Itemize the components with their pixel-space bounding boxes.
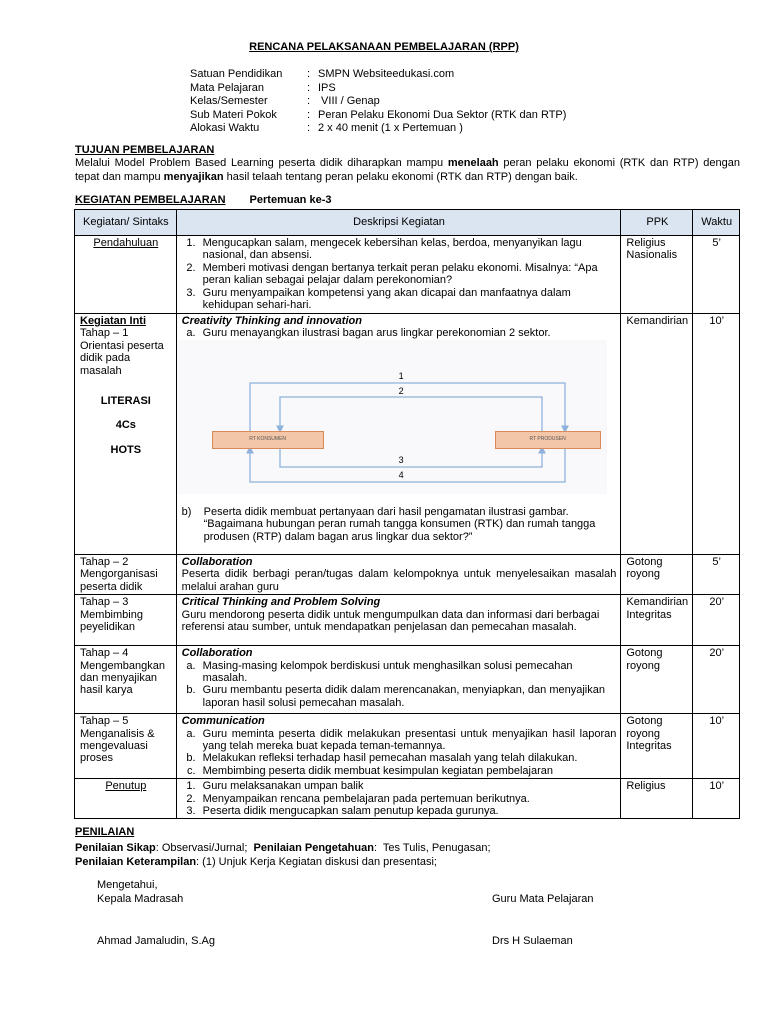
row-pendahuluan: [75, 236, 740, 314]
flow-arrow-2: [280, 397, 542, 432]
flow-arrow-4: [250, 447, 565, 482]
activity-text: Guru mendorong peserta didik untuk mengumpulkan data dan informasi dari berbagai referensi atau sumber, untuk mendapatkan penjelasan dan pemecahan masalah.: [181, 608, 600, 634]
penilaian-value: : Observasi/Jurnal;: [155, 842, 254, 854]
flow-number-2: 2: [398, 385, 404, 396]
cell-tahap-4-ppk: Gotong royong: [621, 646, 693, 714]
info-value: SMPN Websiteedukasi.com: [318, 68, 455, 80]
tag-hots: HOTS: [110, 443, 142, 456]
list-item: 2. Menyampaikan rencana pembelajaran pada pertemuan berikutnya.: [199, 793, 617, 805]
flow-number-3: 3: [398, 454, 404, 465]
list-item: 1. Guru melaksanakan umpan balik: [199, 780, 617, 792]
activity-heading: Critical Thinking and Problem Solving: [181, 596, 381, 609]
row-penutup: [75, 779, 740, 819]
header-waktu: Waktu: [693, 210, 740, 236]
ppk-value: Kemandirian: [626, 596, 689, 609]
penilaian-label: Penilaian Keterampilan: [75, 856, 197, 868]
row-tahap-1: [75, 314, 740, 555]
info-label: Kelas/Semester: [190, 95, 268, 108]
kegiatan-title: KEGIATAN PEMBELAJARAN: [75, 194, 226, 206]
info-value: Peran Pelaku Ekonomi Dua Sektor (RTK dan RTP): [318, 108, 567, 121]
activity-text: Peserta didik berbagi peran/tugas dalam kelompoknya untuk menyelesaikan masalah melalui arahan guru: [181, 568, 617, 593]
list-item: b. Melakukan refleksi terhadap hasil pemecahan masalah yang telah dilakukan.: [199, 752, 617, 764]
list-item: 3. Peserta didik mengucapkan salam penutup kepada gurunya.: [199, 805, 617, 817]
cell-tahap-2-desc: [176, 555, 621, 595]
info-value: IPS: [318, 81, 336, 94]
tahap-1-item-b: b) Peserta didik membuat pertanyaan dari hasil pengamatan ilustrasi gambar. “Bagaimana hubungan peran rumah tangga konsumen (RTK) dan rumah tangga produsen (RTP) dalam bagan arus lingkar dua sektor?”: [182, 506, 617, 543]
tahap-4-list: [182, 660, 617, 710]
cell-tahap-2-ppk: Gotong royong: [621, 555, 693, 595]
sig-mengetahui: Mengetahui,: [97, 879, 158, 891]
info-row: [190, 95, 566, 109]
info-row: [190, 82, 566, 96]
activity-heading: Communication: [181, 715, 265, 728]
cell-tahap-5-ppk: [621, 714, 693, 779]
header-ppk: PPK: [621, 210, 693, 236]
tujuan-bold: menyajikan: [163, 170, 224, 183]
tujuan-paragraph: [75, 157, 740, 184]
diagram-arrows: [177, 340, 607, 494]
tahap-desc: Menganalisis & mengevaluasi proses: [80, 727, 155, 765]
tujuan-text: peran pelaku ekonomi (RTK dan RTP) dengan tepat dan mampu: [75, 157, 740, 183]
ppk-value: Integritas: [626, 608, 672, 621]
row-tahap-4: [75, 646, 740, 714]
circular-flow-diagram: [177, 340, 607, 494]
kegiatan-inti-label: Kegiatan Inti: [80, 315, 147, 327]
cell-tahap-5-desc: [176, 714, 621, 779]
list-item: c. Membimbing peserta didik membuat kesimpulan kegiatan pembelajaran: [199, 765, 617, 777]
tahap-desc: Mengembangkan dan menyajikan hasil karya: [80, 659, 166, 697]
cell-tahap-1-ppk: Kemandirian: [621, 314, 693, 555]
ppk-value: Religius: [626, 237, 666, 249]
penilaian-label: Penilaian Sikap: [75, 842, 156, 854]
list-item: b. Guru membantu peserta didik dalam merencanakan, menyiapkan, dan menyajikan laporan hasil solusi pemecahan masalah.: [199, 684, 617, 709]
activity-heading: Creativity Thinking and innovation: [181, 315, 362, 327]
cell-tahap-3-ppk: [621, 595, 693, 646]
cell-tahap-1-waktu: 10’: [693, 314, 740, 555]
cell-pendahuluan-label: Pendahuluan: [75, 236, 177, 314]
cell-tahap-4-label: [75, 646, 177, 714]
sig-kepala-name: Ahmad Jamaludin, S.Ag: [97, 935, 216, 947]
penilaian-heading: PENILAIAN: [75, 826, 135, 838]
info-colon: :: [307, 81, 311, 94]
tahap-label: Tahap – 4: [80, 647, 129, 660]
tahap-label: Tahap – 5: [80, 715, 129, 728]
row-tahap-2: [75, 555, 740, 595]
activity-heading: Collaboration: [181, 556, 253, 568]
cell-tahap-4-waktu: 20’: [693, 646, 740, 714]
list-item: 2. Memberi motivasi dengan bertanya terkait peran pelaku ekonomi. Misalnya: “Apa peran kalian sebagai pelajar dalam perekonomian?: [199, 262, 617, 287]
tahap-label: Tahap – 1: [80, 327, 129, 340]
cell-tahap-2-label: [75, 555, 177, 595]
cell-tahap-3-desc: [176, 595, 621, 646]
tahap-1-list-a: [182, 327, 617, 339]
penutup-list: [182, 780, 617, 817]
flow-arrow-1: [250, 383, 565, 432]
kegiatan-heading: [75, 194, 331, 206]
sig-guru-title: Guru Mata Pelajaran: [492, 893, 594, 905]
tujuan-bold: menelaah: [447, 157, 499, 169]
list-item: a. Guru meminta peserta didik melakukan presentasi untuk menyajikan hasil laporan yang telah mereka buat kepada teman-temannya.: [199, 728, 617, 753]
info-row: [190, 68, 566, 82]
kegiatan-table: [74, 209, 740, 819]
cell-tahap-1-desc: [176, 314, 621, 555]
list-item: a. Guru menayangkan ilustrasi bagan arus lingkar perekonomian 2 sektor.: [199, 327, 617, 339]
info-label: Mata Pelajaran: [190, 81, 264, 94]
pendahuluan-list: [182, 237, 617, 311]
info-row: [190, 109, 566, 123]
info-colon: :: [307, 95, 311, 108]
tahap-desc: Membimbing peyelidikan: [80, 608, 143, 634]
tahap-label: Tahap – 2: [80, 556, 129, 568]
cell-tahap-1-label: [75, 314, 177, 555]
tahap-desc: Mengorganisasi peserta didik: [80, 568, 158, 593]
info-colon: :: [307, 68, 311, 80]
rt-produsen-label: RT PRODUSEN: [529, 435, 566, 442]
table-header-row: [75, 210, 740, 236]
cell-penutup-desc: [176, 779, 621, 819]
row-tahap-3: [75, 595, 740, 646]
cell-tahap-2-waktu: 5’: [693, 555, 740, 595]
cell-tahap-3-label: [75, 595, 177, 646]
cell-pendahuluan-ppk: [621, 236, 693, 314]
sig-kepala-title: Kepala Madrasah: [97, 893, 184, 905]
info-label: Satuan Pendidikan: [190, 68, 283, 80]
cell-tahap-5-label: [75, 714, 177, 779]
list-item-text: Peserta didik membuat pertanyaan dari hasil pengamatan ilustrasi gambar. “Bagaimana hubungan peran rumah tangga konsumen (RTK) dan rumah tangga produsen (RTP) dalam bagan arus lingkar dua sektor?”: [203, 505, 596, 543]
cell-penutup-waktu: 10’: [693, 779, 740, 819]
tujuan-text: Melalui Model Problem Based Learning peserta didik diharapkan mampu: [75, 157, 448, 169]
tujuan-text: hasil telaah tentang peran pelaku ekonomi (RTK dan RTP) dengan baik.: [223, 170, 578, 183]
list-item: a. Masing-masing kelompok berdiskusi untuk menghasilkan solusi pemecahan masalah.: [199, 660, 617, 685]
flow-number-1: 1: [398, 370, 404, 381]
tag-list: [80, 395, 172, 456]
pertemuan-label: Pertemuan ke-3: [249, 194, 332, 206]
penilaian-line-1: [75, 842, 491, 854]
activity-heading: Collaboration: [181, 647, 253, 660]
cell-tahap-4-desc: [176, 646, 621, 714]
tahap-5-list: [182, 728, 617, 778]
flow-arrow-3: [280, 447, 542, 467]
cell-tahap-3-waktu: 20’: [693, 595, 740, 646]
sig-guru-name: Drs H Sulaeman: [492, 935, 573, 947]
info-label: Alokasi Waktu: [190, 122, 260, 135]
tag-literasi: LITERASI: [100, 395, 151, 408]
penilaian-line-2: [75, 856, 437, 868]
header-deskripsi: Deskripsi Kegiatan: [176, 210, 621, 236]
ppk-value: Integritas: [626, 740, 672, 753]
info-row: [190, 122, 566, 136]
info-colon: :: [307, 108, 311, 121]
info-value: VIII / Genap: [318, 95, 380, 108]
list-item: 3. Guru menyampaikan kompetensi yang akan dicapai dan manfaatnya dalam kehidupan sehari-hari.: [199, 287, 617, 312]
cell-pendahuluan-desc: [176, 236, 621, 314]
penilaian-label: Penilaian Pengetahuan: [253, 842, 374, 854]
rt-konsumen-label: RT KONSUMEN: [249, 435, 287, 442]
cell-penutup-label: Penutup: [75, 779, 177, 819]
info-value: 2 x 40 menit (1 x Pertemuan ): [318, 122, 463, 135]
rt-konsumen-box: [212, 431, 324, 449]
flow-number-4: 4: [398, 469, 404, 480]
tag-4cs: 4Cs: [115, 419, 136, 432]
document-title: RENCANA PELAKSANAAN PEMBELAJARAN (RPP): [249, 41, 519, 53]
tahap-label: Tahap – 3: [80, 596, 129, 609]
tahap-desc: Orientasi peserta didik pada masalah: [80, 339, 164, 377]
cell-tahap-5-waktu: 10’: [693, 714, 740, 779]
info-label: Sub Materi Pokok: [190, 108, 277, 121]
cell-pendahuluan-waktu: 5’: [693, 236, 740, 314]
penilaian-value: : (1) Unjuk Kerja Kegiatan diskusi dan presentasi;: [196, 856, 437, 868]
rt-produsen-box: [495, 431, 601, 449]
list-item: 1. Mengucapkan salam, mengecek kebersihan kelas, berdoa, menyanyikan lagu nasional, dan absensi.: [199, 237, 617, 262]
ppk-value: Gotong royong: [626, 715, 663, 740]
row-tahap-5: [75, 714, 740, 779]
ppk-value: Nasionalis: [626, 249, 678, 262]
info-colon: :: [307, 122, 311, 135]
header-kegiatan: Kegiatan/ Sintaks: [75, 210, 177, 236]
tujuan-heading: TUJUAN PEMBELAJARAN: [75, 144, 215, 156]
cell-penutup-ppk: Religius: [621, 779, 693, 819]
info-table: [190, 68, 566, 136]
penilaian-value: : Tes Tulis, Penugasan;: [373, 842, 491, 854]
